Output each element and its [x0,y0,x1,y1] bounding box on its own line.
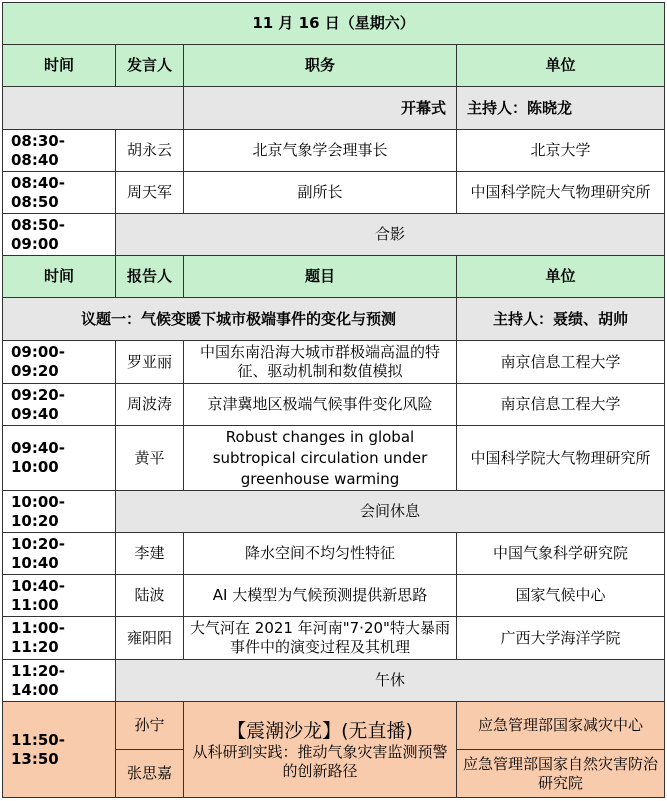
table-row [3,130,665,172]
salon-title: 【震潮沙龙】(无直播) [227,719,413,742]
person-cell: 雍阳阳 [116,617,184,660]
session-row [3,298,665,341]
person-cell: 黄平 [116,426,184,491]
salon-person-1: 孙宁 [116,702,184,750]
time-cell: 11:00-11:20 [3,617,116,660]
schedule-table [2,2,665,798]
salon-row [3,702,665,750]
session-host: 主持人：聂绩、胡帅 [457,298,665,341]
break-row [3,491,665,533]
time-cell: 09:20-09:40 [3,384,116,426]
table-row [3,617,665,660]
salon-topic: 从科研到实践：推动气象灾害监测预警的创新路径 [192,742,448,780]
unit-cell: 北京大学 [457,130,665,172]
person-cell: 周波涛 [116,384,184,426]
time-cell: 11:50-13:50 [3,702,116,798]
topic-cell: 中国东南沿海大城市群极端高温的特征、驱动机制和数值模拟 [184,341,457,384]
session-label: 议题一：气候变暖下城市极端事件的变化与预测 [3,298,457,341]
opening-row [3,87,665,130]
person-cell: 陆波 [116,575,184,617]
salon-unit-2: 应急管理部国家自然灾害防治研究院 [457,750,665,798]
topic-cell: 大气河在 2021 年河南"7·20"特大暴雨事件中的演变过程及其机理 [184,617,457,660]
unit-cell: 广西大学海洋学院 [457,617,665,660]
header-topic: 题目 [184,256,457,298]
person-cell: 胡永云 [116,130,184,172]
unit-cell: 南京信息工程大学 [457,384,665,426]
time-cell: 09:00-09:20 [3,341,116,384]
time-cell: 08:50-09:00 [3,214,116,256]
time-cell: 10:20-10:40 [3,533,116,575]
opening-host: 主持人：陈晓龙 [457,87,665,130]
salon-person-2: 张思嘉 [116,750,184,798]
table-row [3,172,665,214]
role-cell: 北京气象学会理事长 [184,130,457,172]
table-row [3,533,665,575]
time-cell: 10:00-10:20 [3,491,116,533]
header-time: 时间 [3,45,116,87]
topic-cell: AI 大模型为气候预测提供新思路 [184,575,457,617]
opening-label: 开幕式 [184,87,457,130]
unit-cell: 中国科学院大气物理研究所 [457,426,665,491]
header-unit: 单位 [457,45,665,87]
time-cell: 10:40-11:00 [3,575,116,617]
lunch-label: 午休 [116,660,665,702]
unit-cell: 国家气候中心 [457,575,665,617]
header-time: 时间 [3,256,116,298]
table-row [3,575,665,617]
topic-cell: 降水空间不均匀性特征 [184,533,457,575]
header-unit: 单位 [457,256,665,298]
time-cell: 09:40-10:00 [3,426,116,491]
person-cell: 罗亚丽 [116,341,184,384]
header-row-2 [3,256,665,298]
person-cell: 周天军 [116,172,184,214]
time-cell: 08:40-08:50 [3,172,116,214]
lunch-row [3,660,665,702]
salon-unit-1: 应急管理部国家减灾中心 [457,702,665,750]
table-row [3,341,665,384]
table-row [3,426,665,491]
topic-cell: 京津冀地区极端气候事件变化风险 [184,384,457,426]
header-row-1 [3,45,665,87]
unit-cell: 中国科学院大气物理研究所 [457,172,665,214]
break-label: 会间休息 [116,491,665,533]
header-speaker: 报告人 [116,256,184,298]
topic-cell: Robust changes in global subtropical circulation under greenhouse warming [184,426,457,491]
unit-cell: 中国气象科学研究院 [457,533,665,575]
day-title: 11 月 16 日（星期六） [3,3,665,45]
salon-cell [184,702,457,798]
photo-row [3,214,665,256]
role-cell: 副所长 [184,172,457,214]
time-cell: 08:30-08:40 [3,130,116,172]
table-row [3,384,665,426]
unit-cell: 南京信息工程大学 [457,341,665,384]
photo-label: 合影 [116,214,665,256]
header-position: 职务 [184,45,457,87]
person-cell: 李建 [116,533,184,575]
header-speaker: 发言人 [116,45,184,87]
time-cell: 11:20-14:00 [3,660,116,702]
